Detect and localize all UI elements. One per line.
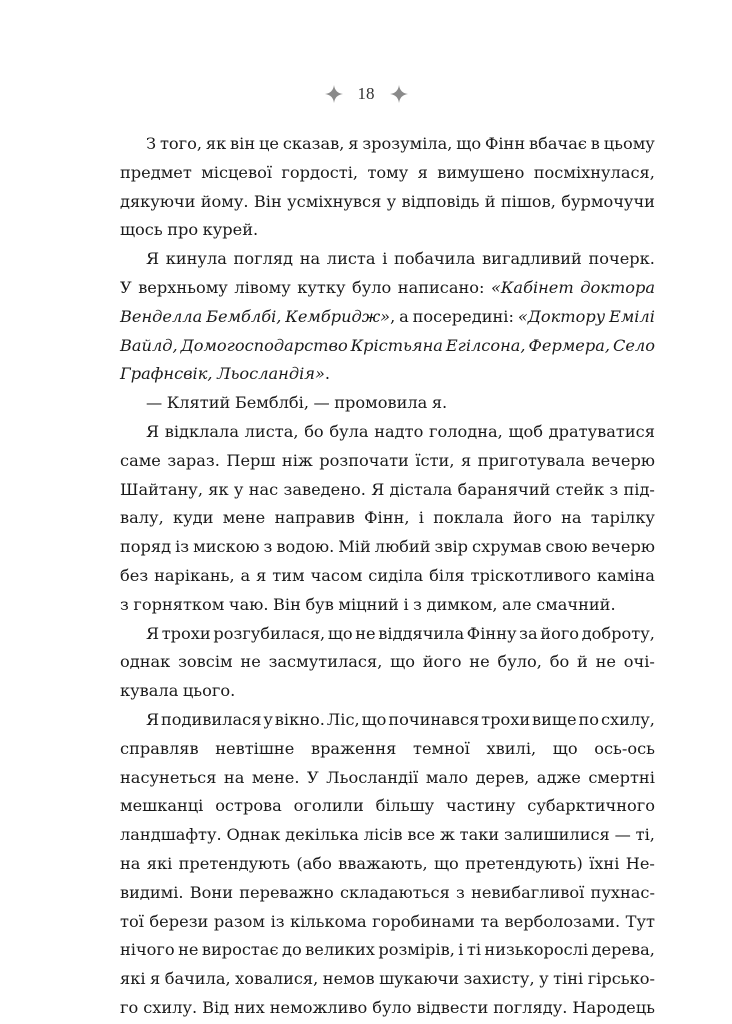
word: надто [374,421,424,441]
word: враження [310,738,397,758]
word: під- [623,479,655,499]
word: з [456,882,465,902]
word: немов [322,969,375,989]
word: Фермера, [528,335,611,355]
word: видимі. [120,882,184,902]
word: їсти, [415,450,455,470]
word: Клятий [166,393,231,413]
word: трохи [481,709,531,729]
word: сиділа [368,565,424,585]
word: гордості, [281,162,359,182]
word: верхньому [138,277,228,297]
word: міцний [338,594,399,614]
word: цьому [603,134,655,153]
word: кутку [297,277,346,297]
word: димком, [426,594,498,614]
word: декілька [285,825,359,845]
star-ornament-left-icon [324,84,344,104]
word: го [120,997,139,1017]
word: невтішне [215,738,295,758]
word: побачила [394,249,476,269]
word: бо [549,652,570,672]
word: У [307,767,319,787]
word: доброту, [581,623,655,643]
word: гірсько- [587,969,655,989]
word: місцевої [201,162,273,182]
word: Кембридж», [285,306,396,326]
word: острова [215,796,282,816]
text-line [120,188,655,217]
word: Графнсвік, [120,364,213,384]
word: вимушено [437,162,525,182]
word: тарілку [590,508,655,528]
word: я [150,969,161,989]
word: зараз. [167,450,220,470]
word: з [609,479,619,499]
text-line [120,879,655,908]
word: вважають, [338,853,428,873]
word: не [240,652,261,672]
word: відвести [416,997,489,1017]
word: частину [445,796,516,816]
word: схрумав [472,537,542,557]
word: вікно. [274,709,325,729]
word: бо [304,421,324,441]
word: «Доктору [517,306,606,326]
text-line [120,850,655,879]
word: претендують [178,853,291,873]
word: заведено. [283,479,366,499]
word: віддячила [378,623,465,643]
word: їхні [589,853,620,873]
word: я [417,162,428,182]
word: дістала [389,479,453,499]
text-line [120,274,655,303]
word: ніж [281,450,313,470]
word: зрозуміла, [362,134,453,153]
word: був [305,594,334,614]
word: — [146,393,163,413]
word: що [433,853,459,873]
word: захисту, [463,969,535,989]
word: лівому [234,277,291,297]
word: у [263,709,273,729]
word: без [120,565,149,585]
word: не [595,652,616,672]
word: оголили [293,796,364,816]
word: доктора [580,277,655,297]
text-line [120,908,655,937]
word: погляд [233,249,294,269]
word: виростає [201,940,279,960]
word: справляв [120,738,199,758]
text-line [120,303,655,332]
word: на [561,508,582,528]
word: кувала [120,681,179,701]
word: розмірів, [378,940,455,960]
word: шукаючи [379,969,460,989]
word: нарікань, [154,565,235,585]
word: як [208,479,229,499]
word: та [480,911,499,931]
word: Я [371,479,385,499]
word: переважно [239,882,334,902]
word: до [282,940,302,960]
word: очі- [623,652,655,672]
word: субарктичного [527,796,655,816]
word: Мій [338,537,371,557]
word: я. [431,393,448,413]
word: у [233,479,244,499]
text-line [120,533,655,562]
word: Ліс, [326,709,360,729]
word: вбачає [528,134,587,153]
word: поряд [120,537,172,557]
word: його [540,623,580,643]
word: розгубилася, [213,623,326,643]
word: але [502,594,532,614]
word: предмет [120,162,192,182]
word: поклала [433,508,504,528]
word: дерева, [591,940,655,960]
word: стейк [555,479,605,499]
word: низькорослі [484,940,589,960]
word: погляду. [493,997,568,1017]
word: любий [374,537,431,557]
word: схилу, [600,709,655,729]
word: пухнас- [590,882,655,902]
word: у [386,191,397,211]
word: тіні [553,969,584,989]
word: голодна, [428,421,503,441]
word: тої [120,911,144,931]
word: я [256,565,267,585]
word: ті [466,940,481,960]
text-line [120,504,655,533]
word: лісів [363,825,403,845]
word: по [578,709,600,729]
word: мискою [193,537,260,557]
word: все [407,825,436,845]
word: Я [146,421,160,441]
word: дратуватися [548,421,655,441]
word: було [351,277,392,297]
word: однак [120,652,171,672]
word: Тут [625,911,655,931]
word: Однак [226,825,281,845]
word: верболозами. [504,911,621,931]
word: Я [146,249,160,269]
word: Льосландії [326,767,419,787]
word: звір [434,537,468,557]
word: і [458,940,464,960]
word: неможливо [269,997,368,1017]
word: мене [222,508,266,528]
word: Крістьяна [350,335,443,355]
word: мешканці [120,796,204,816]
text-line [120,332,655,361]
word: й [484,191,496,211]
word: — [614,825,631,845]
word: схилу. [143,997,198,1017]
word: йому. [200,191,249,211]
word: Бемблбі, [234,393,309,413]
word: які [120,969,146,989]
word: бачила, [164,969,231,989]
word: відклала [164,421,239,441]
word: приготувала [477,450,586,470]
word: розпочати [319,450,409,470]
word: Венделла [120,306,203,326]
word: я [348,134,359,153]
text-line [120,936,655,965]
word: на [223,767,245,787]
star-ornament-right-icon [389,84,409,104]
text-line [120,159,655,188]
word: кількома [290,911,367,931]
word: щоб [508,421,543,441]
word: із [175,537,190,557]
word: ландшафту. [120,825,222,845]
word: хвилі, [486,738,537,758]
word: смертні [588,767,655,787]
word: кинула [165,249,227,269]
word: не [469,652,490,672]
word: а [240,565,251,585]
word: що [327,623,353,643]
word: Льосландія». [217,364,331,384]
word: написано: [397,277,485,297]
word: нічого [120,940,175,960]
word: більшу [375,796,435,816]
text-line [120,591,655,620]
word: пішов, [500,191,556,211]
word: з [413,594,422,614]
word: таки [459,825,500,845]
word: Село [612,335,655,355]
word: саме [120,450,161,470]
word: не [178,940,199,960]
word: Перш [226,450,276,470]
word: смачний. [536,594,616,614]
word: тріскотливого [470,565,592,585]
text-line [120,764,655,793]
word: на [299,249,321,269]
text-line [120,965,655,994]
word: У [120,277,132,297]
word: ті, [635,825,655,845]
word: ховалися, [235,969,319,989]
word: Не- [625,853,655,873]
word: «Кабінет [491,277,574,297]
word: Домогосподарство [180,335,348,355]
word: які [146,853,173,873]
word: водою. [276,537,335,557]
text-line [120,389,655,418]
word: Шайтану, [120,479,203,499]
word: не [355,623,376,643]
word: Я [146,709,160,729]
word: Емілі [609,306,655,326]
word: дерев, [475,767,530,787]
word: Він [273,594,301,614]
text-line [120,994,655,1023]
word: зовсім [178,652,233,672]
word: я [460,450,472,470]
word: (або [296,853,332,873]
word: листа, [244,421,299,441]
word: усміхнувся [287,191,382,211]
word: тому [367,162,409,182]
word: на [120,853,141,873]
word: ж [439,825,455,845]
word: трохи [161,623,211,643]
word: Фінн, [364,508,410,528]
word: Він [253,191,282,211]
word: посередині: [412,306,514,326]
text-line [120,245,655,274]
word: дякуючи [120,191,196,211]
word: починався [388,709,480,729]
word: і [403,594,409,614]
text-line [120,562,655,591]
text-line [120,735,655,764]
word: вечерю [591,537,655,557]
word: з [263,537,273,557]
word: з [120,594,129,614]
word: Від [202,997,230,1017]
word: бурмочучи [561,191,655,211]
word: адже [536,767,581,787]
word: як [205,134,227,153]
word: курей. [202,220,259,240]
word: біля [429,565,465,585]
word: що [552,738,578,758]
text-line [120,821,655,850]
word: темної [413,738,470,758]
word: і [382,249,388,269]
word: нас [248,479,279,499]
text-line [120,706,655,735]
word: куди [173,508,214,528]
text-line [120,620,655,649]
word: щось [120,220,163,240]
word: тим [272,565,305,585]
word: і [418,508,424,528]
word: чаю. [228,594,269,614]
word: вище [532,709,577,729]
word: в [590,134,600,153]
word: із [270,911,285,931]
word: листа [326,249,376,269]
word: претендують) [465,853,583,873]
word: було, [497,652,542,672]
word: засмутилася, [268,652,383,672]
text-line [120,792,655,821]
word: що [456,134,482,153]
word: почерк. [588,249,655,269]
word: його [422,652,462,672]
word: промовила [334,393,428,413]
word: за [519,623,538,643]
word: берези [149,911,209,931]
word: вигадливий [482,249,582,269]
text-line [120,130,655,159]
word: Фінн [484,134,526,153]
word: баранячий [457,479,551,499]
word: була [329,421,369,441]
word: — [313,393,330,413]
text-line [120,447,655,476]
word: горнятком [133,594,225,614]
word: сказав, [282,134,345,153]
word: невибагливої [471,882,585,902]
word: а [399,306,409,326]
word: й [577,652,588,672]
word: у [539,969,549,989]
word: свою [545,537,588,557]
word: Вони [189,882,234,902]
word: великих [305,940,375,960]
word: мене. [251,767,300,787]
word: Вайлд, [120,335,178,355]
word: залишилися [504,825,610,845]
text-line [120,648,655,677]
word: посміхнулася, [533,162,655,182]
word: направив [274,508,355,528]
word: цього. [182,681,236,701]
text-line [120,677,655,706]
word: часом [310,565,363,585]
body-text [120,130,655,1023]
word: З [146,134,157,153]
word: ось-ось [594,738,655,758]
word: складаються [339,882,450,902]
word: що [361,709,387,729]
text-line [120,476,655,505]
word: було [372,997,412,1017]
page-number: 18 [357,84,375,103]
word: відповідь [401,191,480,211]
word: того, [159,134,203,153]
word: каміна [596,565,655,585]
word: подивилася [161,709,262,729]
text-line [120,360,655,389]
word: них [234,997,265,1017]
word: насунеться [120,767,217,787]
word: Фінну [466,623,517,643]
word: Егілсона, [445,335,526,355]
word: Бемблбі, [206,306,282,326]
word: він [230,134,256,153]
word: що [390,652,415,672]
word: Я [146,623,160,643]
word: вечерю [591,450,655,470]
word: мало [425,767,469,787]
word: про [167,220,199,240]
word: горобинами [372,911,475,931]
word: разом [213,911,266,931]
word: це [258,134,279,153]
word: Народець [572,997,655,1017]
text-line [120,418,655,447]
page-header [0,80,732,108]
word: його [513,508,552,528]
word: валу, [120,508,164,528]
text-line [120,216,655,245]
